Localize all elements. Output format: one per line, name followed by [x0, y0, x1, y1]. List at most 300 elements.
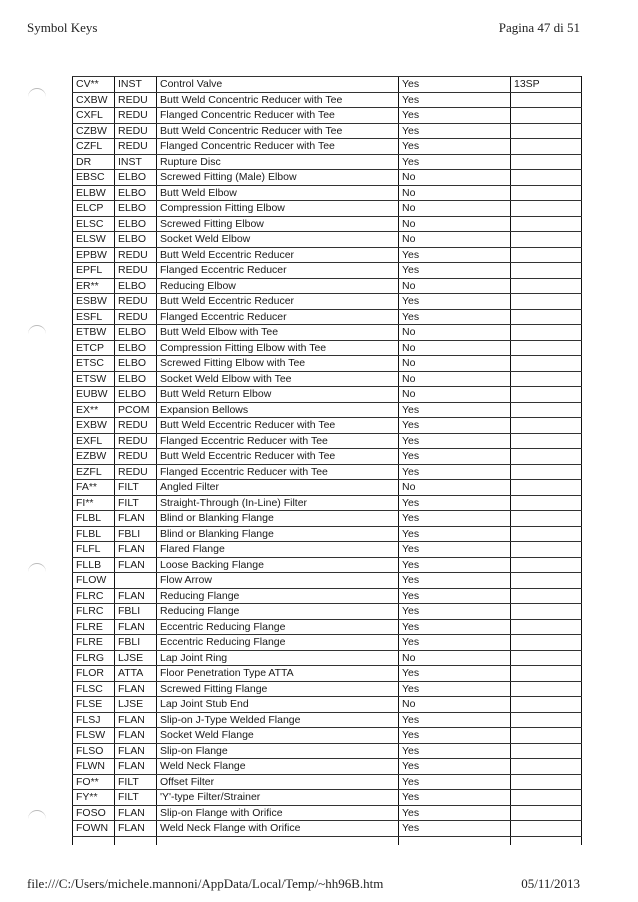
description-cell: Slip-on Flange with Orifice [157, 805, 399, 821]
description-cell: Socket Weld Elbow [157, 232, 399, 248]
table-row [73, 805, 582, 821]
symbol-code-cell: EZFL [73, 464, 115, 480]
description-cell: Floor Penetration Type ATTA [157, 666, 399, 682]
description-cell: Reducing Flange [157, 604, 399, 620]
description-cell: Flanged Eccentric Reducer [157, 309, 399, 325]
component-type-cell: REDU [115, 247, 157, 263]
symbol-code-cell: FLSW [73, 728, 115, 744]
symbol-code-cell: FI** [73, 495, 115, 511]
table-row [73, 480, 582, 496]
yes-no-cell: No [399, 216, 511, 232]
yes-no-cell: No [399, 371, 511, 387]
description-cell: Slip-on Flange [157, 743, 399, 759]
footer-date: 05/11/2013 [521, 876, 580, 891]
extra-cell [511, 557, 582, 573]
description-cell: Butt Weld Return Elbow [157, 387, 399, 403]
extra-cell [511, 619, 582, 635]
description-cell: Eccentric Reducing Flange [157, 635, 399, 651]
extra-cell [511, 170, 582, 186]
description-cell: Butt Weld Concentric Reducer with Tee [157, 92, 399, 108]
extra-cell [511, 604, 582, 620]
symbol-code-cell: EBSC [73, 170, 115, 186]
symbol-code-cell: CZFL [73, 139, 115, 155]
table-row [73, 325, 582, 341]
symbol-code-cell: FLBL [73, 511, 115, 527]
extra-cell [511, 387, 582, 403]
yes-no-cell: Yes [399, 743, 511, 759]
yes-no-cell: No [399, 356, 511, 372]
extra-cell [511, 232, 582, 248]
punch-hole-mark [28, 325, 46, 336]
component-type-cell: INST [115, 77, 157, 93]
component-type-cell: FILT [115, 790, 157, 806]
component-type-cell: ELBO [115, 325, 157, 341]
extra-cell [511, 821, 582, 837]
extra-cell [511, 774, 582, 790]
description-cell: Lap Joint Stub End [157, 697, 399, 713]
extra-cell [511, 216, 582, 232]
component-type-cell: ELBO [115, 201, 157, 217]
component-type-cell: REDU [115, 309, 157, 325]
description-cell: Loose Backing Flange [157, 557, 399, 573]
description-cell: Flanged Concentric Reducer with Tee [157, 108, 399, 124]
extra-cell [511, 666, 582, 682]
description-cell: Flanged Eccentric Reducer with Tee [157, 433, 399, 449]
table-row [73, 619, 582, 635]
component-type-cell: ELBO [115, 340, 157, 356]
component-type-cell: REDU [115, 108, 157, 124]
page-header-title: Symbol Keys [27, 20, 98, 35]
table-row [73, 170, 582, 186]
yes-no-cell: Yes [399, 247, 511, 263]
extra-cell [511, 526, 582, 542]
yes-no-cell: Yes [399, 728, 511, 744]
extra-cell [511, 325, 582, 341]
description-cell: Slip-on J-Type Welded Flange [157, 712, 399, 728]
table-row [73, 154, 582, 170]
yes-no-cell: Yes [399, 790, 511, 806]
description-cell: Rupture Disc [157, 154, 399, 170]
symbol-code-cell: ETCP [73, 340, 115, 356]
extra-cell [511, 635, 582, 651]
symbol-code-cell: CZBW [73, 123, 115, 139]
extra-cell [511, 309, 582, 325]
extra-cell [511, 805, 582, 821]
symbol-code-cell: ESFL [73, 309, 115, 325]
extra-cell [511, 743, 582, 759]
description-cell: Butt Weld Eccentric Reducer [157, 294, 399, 310]
table-row [73, 697, 582, 713]
table-row [73, 294, 582, 310]
component-type-cell: FLAN [115, 821, 157, 837]
description-cell: Screwed Fitting Elbow [157, 216, 399, 232]
component-type-cell: REDU [115, 139, 157, 155]
symbol-code-cell: EPBW [73, 247, 115, 263]
symbol-code-cell: ETSW [73, 371, 115, 387]
symbol-code-cell: CXFL [73, 108, 115, 124]
table-row [73, 92, 582, 108]
component-type-cell: FBLI [115, 635, 157, 651]
table-row [73, 433, 582, 449]
symbol-code-cell: EX** [73, 402, 115, 418]
symbol-code-cell: FLOR [73, 666, 115, 682]
symbol-code-cell: FOWN [73, 821, 115, 837]
component-type-cell: FLAN [115, 511, 157, 527]
symbol-code-cell: FY** [73, 790, 115, 806]
description-cell: Butt Weld Eccentric Reducer with Tee [157, 418, 399, 434]
yes-no-cell: Yes [399, 681, 511, 697]
extra-cell [511, 201, 582, 217]
yes-no-cell: No [399, 387, 511, 403]
description-cell: Weld Neck Flange with Orifice [157, 821, 399, 837]
table-row [73, 542, 582, 558]
table-row [73, 77, 582, 93]
description-cell: Butt Weld Elbow with Tee [157, 325, 399, 341]
description-cell: Butt Weld Eccentric Reducer with Tee [157, 449, 399, 465]
extra-cell [511, 356, 582, 372]
description-cell: Blind or Blanking Flange [157, 526, 399, 542]
component-type-cell: FILT [115, 774, 157, 790]
table-row [73, 201, 582, 217]
component-type-cell: LJSE [115, 650, 157, 666]
symbol-code-cell: ER** [73, 278, 115, 294]
description-cell: Offset Filter [157, 774, 399, 790]
description-cell: Straight-Through (In-Line) Filter [157, 495, 399, 511]
component-type-cell: FLAN [115, 712, 157, 728]
punch-hole-mark [28, 88, 46, 99]
description-cell: Compression Fitting Elbow [157, 201, 399, 217]
symbol-code-cell: ETSC [73, 356, 115, 372]
description-cell: Socket Weld Flange [157, 728, 399, 744]
yes-no-cell: Yes [399, 619, 511, 635]
yes-no-cell: Yes [399, 433, 511, 449]
table-row [73, 402, 582, 418]
description-cell: Reducing Elbow [157, 278, 399, 294]
yes-no-cell: Yes [399, 294, 511, 310]
extra-cell [511, 495, 582, 511]
symbol-keys-table [72, 76, 582, 845]
yes-no-cell: No [399, 170, 511, 186]
yes-no-cell: Yes [399, 418, 511, 434]
punch-hole-mark [28, 810, 46, 821]
symbol-code-cell: DR [73, 154, 115, 170]
table-row [73, 278, 582, 294]
yes-no-cell: Yes [399, 77, 511, 93]
table-row [73, 340, 582, 356]
yes-no-cell: No [399, 480, 511, 496]
extra-cell [511, 123, 582, 139]
table-row [73, 650, 582, 666]
description-cell: Screwed Fitting Elbow with Tee [157, 356, 399, 372]
page-number: Pagina 47 di 51 [498, 20, 580, 35]
yes-no-cell: No [399, 325, 511, 341]
component-type-cell: FBLI [115, 604, 157, 620]
component-type-cell: FLAN [115, 557, 157, 573]
component-type-cell: FLAN [115, 681, 157, 697]
yes-no-cell: Yes [399, 635, 511, 651]
description-cell: Socket Weld Elbow with Tee [157, 371, 399, 387]
yes-no-cell: Yes [399, 402, 511, 418]
description-cell: Butt Weld Concentric Reducer with Tee [157, 123, 399, 139]
component-type-cell: LJSE [115, 697, 157, 713]
extra-cell [511, 278, 582, 294]
yes-no-cell: Yes [399, 604, 511, 620]
component-type-cell: FLAN [115, 743, 157, 759]
component-type-cell: FLAN [115, 728, 157, 744]
component-type-cell: FLAN [115, 619, 157, 635]
symbol-code-cell: FOSO [73, 805, 115, 821]
symbol-code-cell: FLRC [73, 588, 115, 604]
description-cell: Angled Filter [157, 480, 399, 496]
component-type-cell: INST [115, 154, 157, 170]
symbol-code-cell: FLRC [73, 604, 115, 620]
table-row [73, 588, 582, 604]
yes-no-cell: Yes [399, 108, 511, 124]
table-row [73, 495, 582, 511]
component-type-cell: ELBO [115, 278, 157, 294]
description-cell: Weld Neck Flange [157, 759, 399, 775]
description-cell: Flared Flange [157, 542, 399, 558]
yes-no-cell: Yes [399, 511, 511, 527]
description-cell: Reducing Flange [157, 588, 399, 604]
empty-cell [511, 836, 582, 845]
table-row [73, 821, 582, 837]
yes-no-cell: No [399, 650, 511, 666]
component-type-cell: REDU [115, 449, 157, 465]
symbol-code-cell: EXBW [73, 418, 115, 434]
extra-cell [511, 433, 582, 449]
component-type-cell: REDU [115, 464, 157, 480]
extra-cell [511, 464, 582, 480]
component-type-cell: ELBO [115, 185, 157, 201]
extra-cell [511, 588, 582, 604]
yes-no-cell: Yes [399, 263, 511, 279]
extra-cell [511, 697, 582, 713]
description-cell: Eccentric Reducing Flange [157, 619, 399, 635]
component-type-cell: REDU [115, 92, 157, 108]
extra-cell [511, 92, 582, 108]
symbol-code-cell: FLRG [73, 650, 115, 666]
symbol-code-cell: ELCP [73, 201, 115, 217]
component-type-cell: REDU [115, 263, 157, 279]
table-row [73, 139, 582, 155]
table-row [73, 247, 582, 263]
component-type-cell: FBLI [115, 526, 157, 542]
symbol-code-cell: FLBL [73, 526, 115, 542]
yes-no-cell: No [399, 185, 511, 201]
symbol-code-cell: ELSW [73, 232, 115, 248]
description-cell: 'Y'-type Filter/Strainer [157, 790, 399, 806]
description-cell: Screwed Fitting (Male) Elbow [157, 170, 399, 186]
yes-no-cell: Yes [399, 588, 511, 604]
extra-cell [511, 449, 582, 465]
table-row [73, 418, 582, 434]
yes-no-cell: Yes [399, 821, 511, 837]
table-row [73, 743, 582, 759]
yes-no-cell: Yes [399, 774, 511, 790]
empty-cell [157, 836, 399, 845]
symbol-code-cell: EPFL [73, 263, 115, 279]
yes-no-cell: Yes [399, 464, 511, 480]
component-type-cell: ELBO [115, 387, 157, 403]
description-cell: Butt Weld Elbow [157, 185, 399, 201]
extra-cell [511, 790, 582, 806]
component-type-cell: REDU [115, 418, 157, 434]
component-type-cell: ELBO [115, 356, 157, 372]
symbol-code-cell: ELBW [73, 185, 115, 201]
symbol-code-cell: ETBW [73, 325, 115, 341]
symbol-code-cell: FLOW [73, 573, 115, 589]
component-type-cell: FILT [115, 495, 157, 511]
symbol-code-cell: CXBW [73, 92, 115, 108]
yes-no-cell: Yes [399, 759, 511, 775]
yes-no-cell: Yes [399, 123, 511, 139]
symbol-code-cell: FLSO [73, 743, 115, 759]
table-row [73, 790, 582, 806]
extra-cell [511, 480, 582, 496]
extra-cell [511, 650, 582, 666]
table-bottom-edge [73, 836, 582, 845]
symbol-code-cell: ELSC [73, 216, 115, 232]
symbol-code-cell: FLRE [73, 619, 115, 635]
extra-cell [511, 263, 582, 279]
extra-cell [511, 728, 582, 744]
table-row [73, 712, 582, 728]
description-cell: Flanged Concentric Reducer with Tee [157, 139, 399, 155]
description-cell: Expansion Bellows [157, 402, 399, 418]
symbol-code-cell: ESBW [73, 294, 115, 310]
yes-no-cell: Yes [399, 573, 511, 589]
table-row [73, 635, 582, 651]
table-row [73, 774, 582, 790]
footer-file-path: file:///C:/Users/michele.mannoni/AppData/Local/Temp/~hh96B.htm [27, 876, 384, 891]
description-cell: Control Valve [157, 77, 399, 93]
yes-no-cell: Yes [399, 666, 511, 682]
table-row [73, 216, 582, 232]
extra-cell [511, 418, 582, 434]
table-row [73, 387, 582, 403]
empty-cell [399, 836, 511, 845]
yes-no-cell: Yes [399, 805, 511, 821]
extra-cell [511, 139, 582, 155]
component-type-cell: ELBO [115, 170, 157, 186]
table-row [73, 759, 582, 775]
symbol-code-cell: EXFL [73, 433, 115, 449]
table-row [73, 511, 582, 527]
table-row [73, 309, 582, 325]
extra-cell [511, 294, 582, 310]
yes-no-cell: No [399, 201, 511, 217]
table-row [73, 557, 582, 573]
component-type-cell: PCOM [115, 402, 157, 418]
symbol-code-cell: FLSE [73, 697, 115, 713]
table-row [73, 185, 582, 201]
component-type-cell: ELBO [115, 371, 157, 387]
extra-cell [511, 154, 582, 170]
symbol-code-cell: CV** [73, 77, 115, 93]
yes-no-cell: Yes [399, 92, 511, 108]
component-type-cell: FLAN [115, 759, 157, 775]
table-row [73, 728, 582, 744]
yes-no-cell: Yes [399, 526, 511, 542]
extra-cell [511, 712, 582, 728]
table-row [73, 526, 582, 542]
symbol-code-cell: FA** [73, 480, 115, 496]
table-row [73, 681, 582, 697]
table-row [73, 573, 582, 589]
table-row [73, 263, 582, 279]
description-cell: Flanged Eccentric Reducer [157, 263, 399, 279]
extra-cell [511, 681, 582, 697]
component-type-cell: REDU [115, 123, 157, 139]
table-row [73, 666, 582, 682]
component-type-cell: REDU [115, 433, 157, 449]
yes-no-cell: No [399, 232, 511, 248]
table-row [73, 232, 582, 248]
punch-hole-mark [28, 563, 46, 574]
yes-no-cell: Yes [399, 154, 511, 170]
extra-cell: 13SP [511, 77, 582, 93]
empty-cell [115, 836, 157, 845]
description-cell: Lap Joint Ring [157, 650, 399, 666]
extra-cell [511, 542, 582, 558]
yes-no-cell: Yes [399, 139, 511, 155]
component-type-cell: ATTA [115, 666, 157, 682]
yes-no-cell: No [399, 697, 511, 713]
extra-cell [511, 340, 582, 356]
component-type-cell: FILT [115, 480, 157, 496]
component-type-cell: REDU [115, 294, 157, 310]
symbol-code-cell: FLLB [73, 557, 115, 573]
symbol-code-cell: FLWN [73, 759, 115, 775]
extra-cell [511, 247, 582, 263]
yes-no-cell: Yes [399, 557, 511, 573]
yes-no-cell: No [399, 278, 511, 294]
description-cell: Flow Arrow [157, 573, 399, 589]
table-row [73, 464, 582, 480]
yes-no-cell: Yes [399, 309, 511, 325]
component-type-cell: FLAN [115, 588, 157, 604]
component-type-cell: ELBO [115, 232, 157, 248]
extra-cell [511, 185, 582, 201]
symbol-code-cell: FLSC [73, 681, 115, 697]
description-cell: Screwed Fitting Flange [157, 681, 399, 697]
symbol-code-cell: EZBW [73, 449, 115, 465]
extra-cell [511, 573, 582, 589]
yes-no-cell: Yes [399, 542, 511, 558]
extra-cell [511, 402, 582, 418]
symbol-code-cell: FLSJ [73, 712, 115, 728]
table-row [73, 371, 582, 387]
symbol-code-cell: FO** [73, 774, 115, 790]
extra-cell [511, 108, 582, 124]
table-row [73, 449, 582, 465]
symbol-code-cell: FLRE [73, 635, 115, 651]
extra-cell [511, 511, 582, 527]
yes-no-cell: Yes [399, 449, 511, 465]
extra-cell [511, 759, 582, 775]
table-row [73, 604, 582, 620]
table-row [73, 123, 582, 139]
component-type-cell [115, 573, 157, 589]
empty-cell [73, 836, 115, 845]
table-row [73, 356, 582, 372]
component-type-cell: FLAN [115, 542, 157, 558]
description-cell: Blind or Blanking Flange [157, 511, 399, 527]
component-type-cell: ELBO [115, 216, 157, 232]
component-type-cell: FLAN [115, 805, 157, 821]
description-cell: Flanged Eccentric Reducer with Tee [157, 464, 399, 480]
